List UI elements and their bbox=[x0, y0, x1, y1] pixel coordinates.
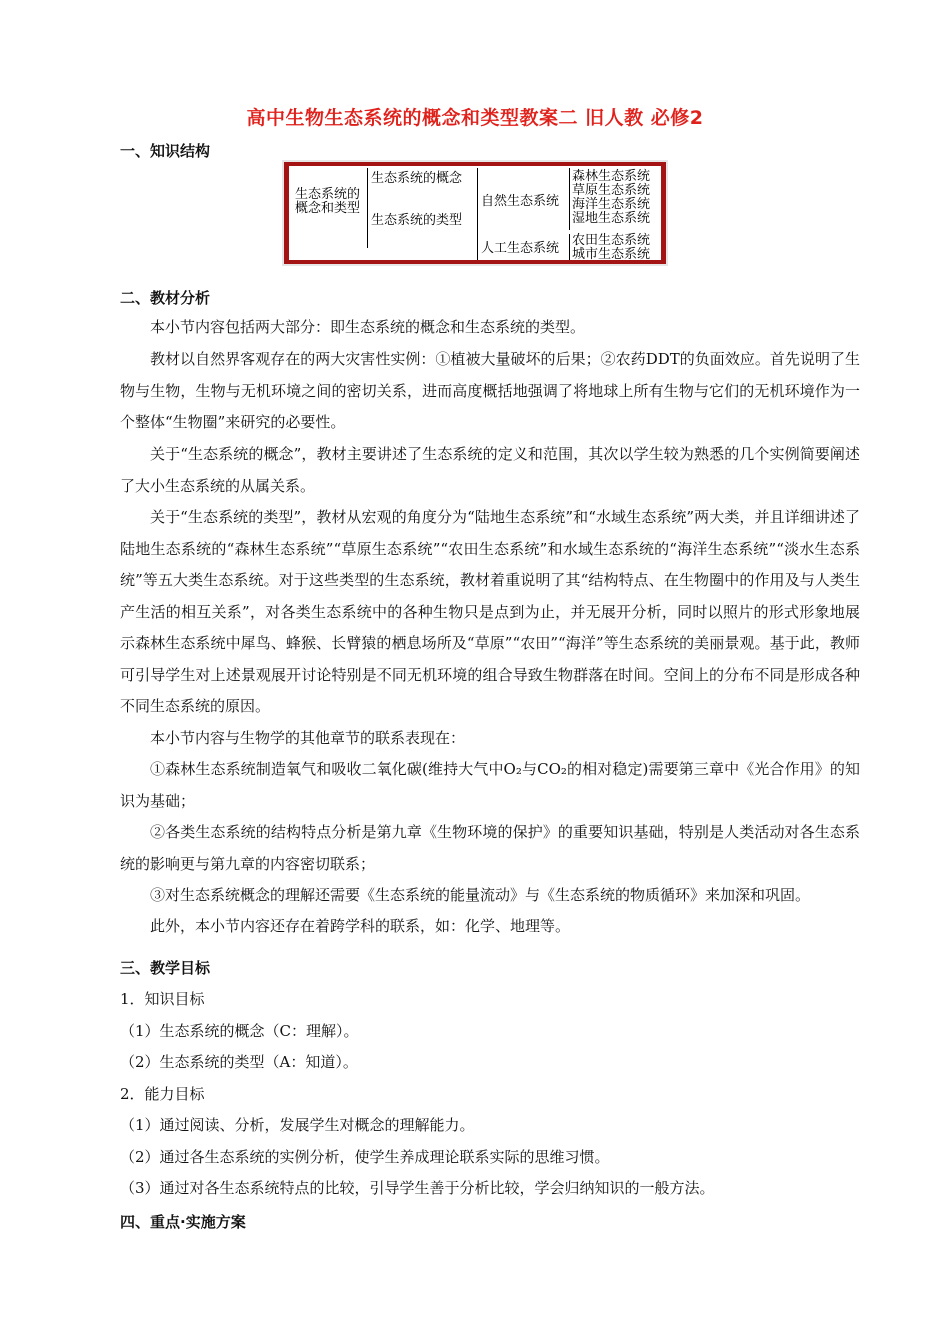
analysis-paragraph-2: 教材以自然界客观存在的两大灾害性实例：①植被大量破坏的后果；②农药DDT的负面效应。首先说明了生物与生物，生物与无机环境之间的密切关系，进而高度概括地强调了将地球上所有生物与它们的无机环境作为一个整体“生物圈”来研究的必要性。 bbox=[120, 350, 860, 431]
objective-ability-3: （3）通过对各生态系统特点的比较，引导学生善于分析比较，学会归纳知识的一般方法。 bbox=[120, 1179, 715, 1197]
diagram-types: 生态系统的类型 bbox=[371, 213, 463, 228]
diagram-concept: 生态系统的概念 bbox=[371, 171, 463, 186]
diagram-urban: 城市生态系统 bbox=[572, 247, 651, 262]
analysis-paragraph-6: ①森林生态系统制造氧气和吸收二氧化碳(维持大气中O₂与CO₂的相对稳定)需要第三章中《光合作用》的知识为基础； bbox=[120, 760, 860, 810]
section-heading-knowledge-structure: 一、知识结构 bbox=[120, 142, 211, 160]
diagram-root-line1: 生态系统的 bbox=[295, 187, 361, 202]
diagram-bracket-1 bbox=[367, 168, 368, 248]
analysis-paragraph-7: ②各类生态系统的结构特点分析是第九章《生物环境的保护》的重要知识基础，特别是人类活动对各生态系统的影响更与第九章的内容密切联系； bbox=[120, 823, 860, 873]
diagram-artificial: 人工生态系统 bbox=[481, 241, 560, 256]
diagram-root-line2: 概念和类型 bbox=[295, 201, 361, 216]
objective-knowledge-1: （1）生态系统的概念（C：理解）。 bbox=[120, 1022, 359, 1040]
diagram-ocean: 海洋生态系统 bbox=[572, 197, 651, 212]
section-heading-key-points: 四、重点·实施方案 bbox=[120, 1213, 246, 1231]
analysis-paragraph-3: 关于“生态系统的概念”，教材主要讲述了生态系统的定义和范围，其次以学生较为熟悉的几个实例简要阐述了大小生态系统的从属关系。 bbox=[120, 445, 860, 495]
objective-ability-title: 2．能力目标 bbox=[120, 1085, 205, 1103]
diagram-bracket-2 bbox=[477, 168, 478, 260]
section-heading-material-analysis: 二、教材分析 bbox=[120, 289, 211, 307]
objective-ability-2: （2）通过各生态系统的实例分析，使学生养成理论联系实际的思维习惯。 bbox=[120, 1148, 610, 1166]
diagram-farmland: 农田生态系统 bbox=[572, 233, 651, 248]
diagram-forest: 森林生态系统 bbox=[572, 169, 651, 184]
diagram-grassland: 草原生态系统 bbox=[572, 183, 651, 198]
analysis-paragraph-4: 关于“生态系统的类型”，教材从宏观的角度分为“陆地生态系统”和“水域生态系统”两大类，并且详细讲述了陆地生态系统的“森林生态系统”“草原生态系统”“农田生态系统”和水域生态系统的“海洋生态系统”“淡水生态系统”等五大类生态系统。对于这些类型的生态系统，教材着重说明了其“结构特点、在生物圈中的作用及与人类生产生活的相互关系”，对各类生态系统中的各种生物只是点到为止，并无展开分析，同时以照片的形式形象地展示森林生态系统中犀鸟、蜂猴、长臂猿的栖息场所及“草原”“农田”“海洋”等生态系统的美丽景观。基于此，教师可引导学生对上述景观展开讨论特别是不同无机环境的组合导致生物群落在时间。空间上的分布不同是形成各种不同生态系统的原因。 bbox=[120, 508, 860, 715]
diagram-bracket-3 bbox=[569, 168, 570, 230]
objective-knowledge-2: （2）生态系统的类型（A：知道）。 bbox=[120, 1053, 358, 1071]
analysis-paragraph-8: ③对生态系统概念的理解还需要《生态系统的能量流动》与《生态系统的物质循环》来加深和巩固。 bbox=[150, 886, 811, 904]
objective-ability-1: （1）通过阅读、分析，发展学生对概念的理解能力。 bbox=[120, 1116, 475, 1134]
objective-knowledge-title: 1．知识目标 bbox=[120, 990, 205, 1008]
diagram-bracket-4 bbox=[569, 234, 570, 260]
analysis-paragraph-9: 此外，本小节内容还存在着跨学科的联系，如：化学、地理等。 bbox=[150, 917, 571, 935]
diagram-natural: 自然生态系统 bbox=[481, 194, 560, 209]
diagram-panel bbox=[289, 166, 661, 260]
knowledge-structure-diagram bbox=[282, 160, 668, 266]
section-heading-teaching-objectives: 三、教学目标 bbox=[120, 959, 211, 977]
document-title: 高中生物生态系统的概念和类型教案二 旧人教 必修2 bbox=[246, 107, 704, 129]
analysis-paragraph-1: 本小节内容包括两大部分：即生态系统的概念和生态系统的类型。 bbox=[150, 318, 586, 336]
analysis-paragraph-5: 本小节内容与生物学的其他章节的联系表现在： bbox=[150, 729, 466, 747]
diagram-wetland: 湿地生态系统 bbox=[572, 211, 651, 226]
